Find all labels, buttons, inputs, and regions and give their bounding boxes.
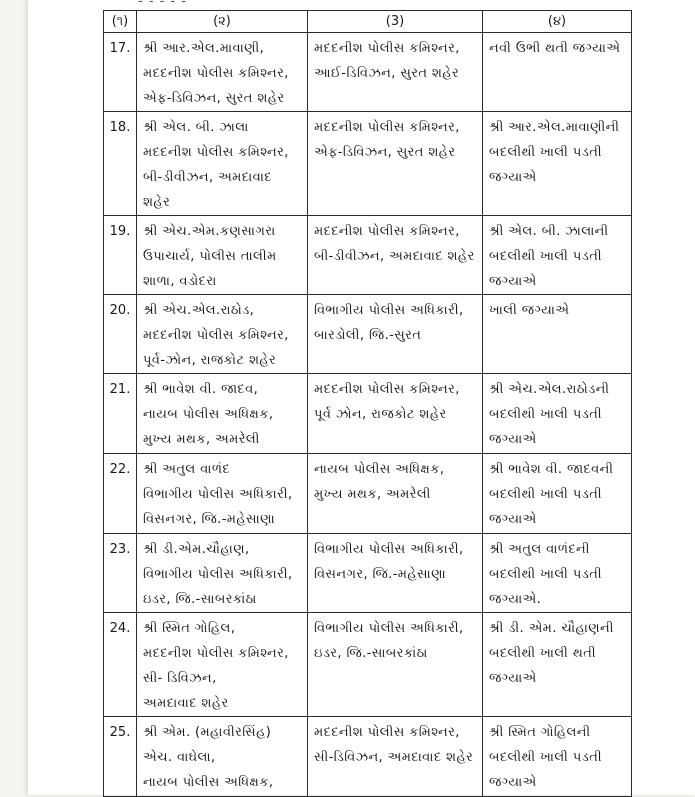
posting-line: બારડોલી, જિ.-સુરત — [314, 328, 422, 343]
posting-line: ઇડર, જિ.-સાબરકાંઠા — [314, 646, 428, 661]
vacancy-cell — [483, 216, 632, 295]
vacancy-line: શ્રી આર.એલ.માવાણીની — [489, 120, 620, 135]
vacancy-line: બદલીથી ખાલી થતી — [489, 646, 596, 661]
officer-line: નાયબ પોલીસ અધિક્ષક, — [143, 407, 274, 422]
table-row — [104, 112, 632, 216]
officer-line: વિસનગર, જિ.-મહેસાણા — [143, 512, 276, 527]
serial-number-cell: 25. — [104, 717, 137, 797]
transfer-orders-table — [103, 10, 632, 797]
new-posting-cell — [308, 112, 483, 216]
officer-line: ઇડર, જિ.-સાબરકાંઠા — [143, 592, 257, 607]
vacancy-line: શ્રી અતુલ વાળંદની — [489, 542, 590, 557]
vacancy-line: ખાલી જગ્યાએ — [489, 303, 570, 318]
officer-cell — [137, 374, 308, 454]
posting-line: વિભાગીય પોલીસ અધિકારી, — [314, 542, 464, 557]
vacancy-line: જગ્યાએ — [489, 432, 537, 447]
serial-number-cell: 24. — [104, 613, 137, 717]
cut-off-header-text: - - - - - — [138, 0, 187, 9]
posting-line: મુખ્ય મથક, અમરેલી — [314, 487, 431, 502]
officer-line: શ્રી એમ. (મહાવીરસિંહ) — [143, 725, 272, 740]
vacancy-line: બદલીથી ખાલી પડતી — [489, 750, 602, 765]
column-header-4: (૪) — [483, 11, 632, 33]
posting-line: એફ-ડિવિઝન, સુરત શહેર — [314, 145, 456, 160]
vacancy-cell — [483, 295, 632, 374]
column-header-1: (૧) — [104, 11, 137, 33]
officer-line: શાળા, વડોદરા — [143, 274, 217, 289]
posting-line: મદદનીશ પોલીસ કમિશ્નર, — [314, 41, 460, 56]
officer-cell — [137, 216, 308, 295]
posting-line: નાયબ પોલીસ અધિક્ષક, — [314, 462, 445, 477]
table-row — [104, 295, 632, 374]
officer-line: શ્રી સ્મિત ગોહિલ, — [143, 621, 236, 636]
officer-line: વિભાગીય પોલીસ અધિકારી, — [143, 487, 293, 502]
posting-line: સી-ડિવિઝન, અમદાવાદ શહેર — [314, 750, 474, 765]
document-page — [28, 0, 695, 795]
posting-line: વિસનગર, જિ.-મહેસાણા — [314, 567, 447, 582]
vacancy-line: જગ્યાએ — [489, 170, 537, 185]
officer-line: શ્રી આર.એલ.માવાણી, — [143, 41, 265, 56]
posting-line: મદદનીશ પોલીસ કમિશ્નર, — [314, 224, 460, 239]
officer-line: શ્રી અતુલ વાળંદ — [143, 462, 231, 477]
vacancy-cell — [483, 33, 632, 112]
officer-line: અમદાવાદ શહેર — [143, 696, 229, 711]
table-row — [104, 454, 632, 534]
vacancy-line: શ્રી સ્મિત ગોહિલની — [489, 725, 591, 740]
new-posting-cell — [308, 717, 483, 797]
posting-line: મદદનીશ પોલીસ કમિશ્નર, — [314, 120, 460, 135]
officer-line: શહેર — [143, 195, 171, 210]
officer-line: શ્રી એચ.એમ.કણસાગરા — [143, 224, 276, 239]
serial-number-cell: 22. — [104, 454, 137, 534]
posting-line: બી-ડીવીઝન, અમદાવાદ શહેર — [314, 249, 475, 264]
new-posting-cell — [308, 613, 483, 717]
posting-line: મદદનીશ પોલીસ કમિશ્નર, — [314, 382, 460, 397]
posting-line: પૂર્વ ઝોન, રાજકોટ શહેર — [314, 407, 447, 422]
table-row — [104, 216, 632, 295]
vacancy-line: જગ્યાએ — [489, 274, 537, 289]
officer-cell — [137, 112, 308, 216]
officer-line: શ્રી ભાવેશ વી. જાદવ, — [143, 382, 259, 397]
officer-line: મદદનીશ પોલીસ કમિશ્નર, — [143, 328, 289, 343]
officer-line: ઉપાચાર્ય, પોલીસ તાલીમ — [143, 249, 277, 264]
vacancy-line: જગ્યાએ — [489, 775, 537, 790]
table-body — [104, 33, 632, 797]
serial-number-cell: 23. — [104, 534, 137, 613]
vacancy-line: જગ્યાએ — [489, 512, 537, 527]
officer-line: એચ. વાઘેલા, — [143, 750, 216, 765]
vacancy-cell — [483, 613, 632, 717]
posting-line: આઈ-ડિવિઝન, સુરત શહેર — [314, 66, 460, 81]
officer-line: બી-ડીવીઝન, અમદાવાદ — [143, 170, 272, 185]
officer-cell — [137, 613, 308, 717]
vacancy-cell — [483, 717, 632, 797]
officer-line: એફ-ડિવિઝન, સુરત શહેર — [143, 91, 285, 106]
new-posting-cell — [308, 534, 483, 613]
vacancy-line: શ્રી એલ. બી. ઝાલાની — [489, 224, 609, 239]
posting-line: વિભાગીય પોલીસ અધિકારી, — [314, 621, 464, 636]
new-posting-cell — [308, 374, 483, 454]
serial-number-cell: 20. — [104, 295, 137, 374]
officer-line: મદદનીશ પોલીસ કમિશ્નર, — [143, 66, 289, 81]
serial-number-cell: 18. — [104, 112, 137, 216]
officer-line: મદદનીશ પોલીસ કમિશ્નર, — [143, 145, 289, 160]
new-posting-cell — [308, 454, 483, 534]
officer-line: મદદનીશ પોલીસ કમિશ્નર, — [143, 646, 289, 661]
vacancy-cell — [483, 112, 632, 216]
table-row — [104, 534, 632, 613]
officer-cell — [137, 33, 308, 112]
officer-cell — [137, 454, 308, 534]
vacancy-cell — [483, 454, 632, 534]
serial-number-cell: 17. — [104, 33, 137, 112]
officer-line: સી- ડિવિઝન, — [143, 671, 217, 686]
vacancy-line: બદલીથી ખાલી પડતી — [489, 249, 602, 264]
table-row — [104, 613, 632, 717]
officer-line: શ્રી ડી.એમ.ચૌહાણ, — [143, 542, 250, 557]
vacancy-line: બદલીથી ખાલી પડતી — [489, 487, 602, 502]
new-posting-cell — [308, 295, 483, 374]
officer-line: વિભાગીય પોલીસ અધિકારી, — [143, 567, 293, 582]
vacancy-line: બદલીથી ખાલી પડતી — [489, 145, 602, 160]
officer-line: શ્રી એચ.એલ.રાઠોડ, — [143, 303, 255, 318]
table-header-row — [104, 11, 632, 33]
column-header-3: (3) — [308, 11, 483, 33]
vacancy-line: બદલીથી ખાલી પડતી — [489, 407, 602, 422]
vacancy-line: શ્રી એચ.એલ.રાઠોડની — [489, 382, 610, 397]
serial-number-cell: 21. — [104, 374, 137, 454]
officer-line: મુખ્ય મથક, અમરેલી — [143, 432, 260, 447]
officer-cell — [137, 295, 308, 374]
vacancy-cell — [483, 374, 632, 454]
officer-line: શ્રી એલ. બી. ઝાલા — [143, 120, 249, 135]
table-row — [104, 717, 632, 797]
new-posting-cell — [308, 216, 483, 295]
column-header-2: (૨) — [137, 11, 308, 33]
vacancy-line: શ્રી ડી. એમ. ચૌહાણની — [489, 621, 614, 636]
vacancy-line: બદલીથી ખાલી પડતી — [489, 567, 602, 582]
table-row — [104, 33, 632, 112]
vacancy-line: શ્રી ભાવેશ વી. જાદવની — [489, 462, 614, 477]
vacancy-line: જગ્યાએ. — [489, 592, 542, 607]
officer-cell — [137, 717, 308, 797]
serial-number-cell: 19. — [104, 216, 137, 295]
new-posting-cell — [308, 33, 483, 112]
officer-line: નાયબ પોલીસ અધિક્ષક, — [143, 775, 274, 790]
vacancy-cell — [483, 534, 632, 613]
officer-cell — [137, 534, 308, 613]
posting-line: મદદનીશ પોલીસ કમિશ્નર, — [314, 725, 460, 740]
vacancy-line: નવી ઉભી થતી જગ્યાએ — [489, 41, 621, 56]
table-row — [104, 374, 632, 454]
posting-line: વિભાગીય પોલીસ અધિકારી, — [314, 303, 464, 318]
officer-line: પૂર્વ-ઝોન, રાજકોટ શહેર — [143, 353, 277, 368]
vacancy-line: જગ્યાએ — [489, 671, 537, 686]
